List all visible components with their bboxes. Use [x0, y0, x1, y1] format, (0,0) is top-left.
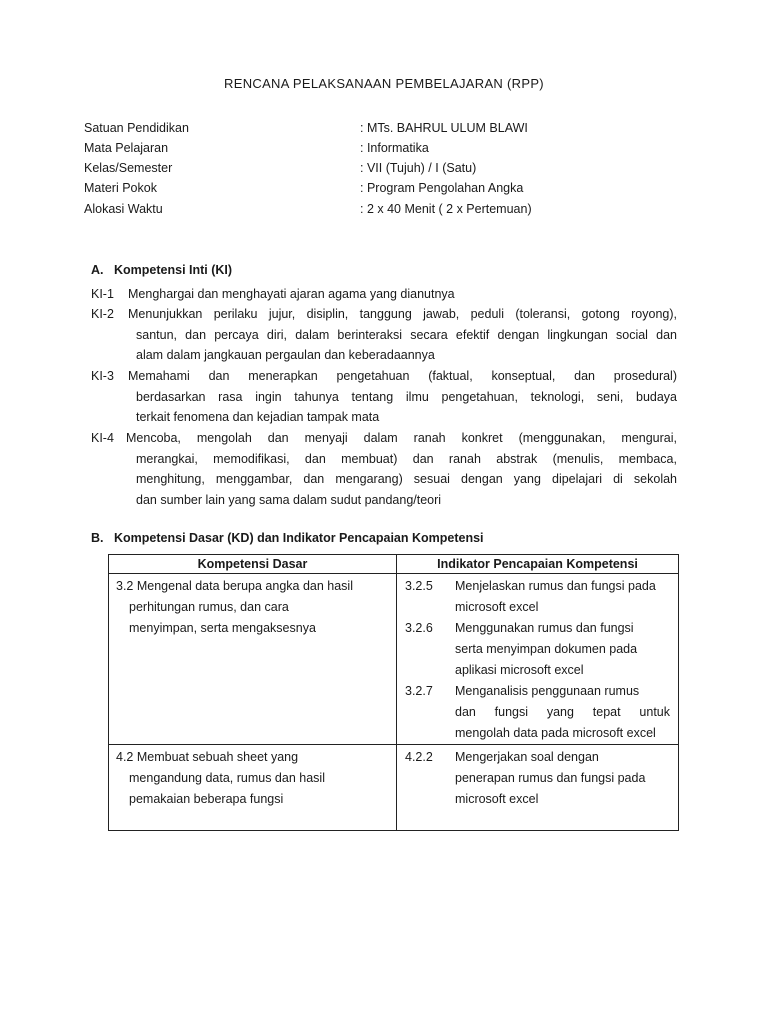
ki-item-4 — [91, 428, 677, 510]
indicator-line: mengolah data pada microsoft excel — [455, 726, 656, 740]
section-letter: A. — [91, 263, 104, 277]
kd-line: menyimpan, serta mengaksesnya — [129, 621, 316, 635]
indicator-line: Menjelaskan rumus dan fungsi pada — [455, 579, 656, 593]
indicator-cell — [397, 574, 679, 745]
ki-item-3 — [91, 366, 677, 428]
ki-text-line: dan sumber lain yang sama dalam sudut pandang/teori — [136, 492, 442, 507]
indicator-number: 3.2.6 — [405, 621, 433, 635]
kd-line: pemakaian beberapa fungsi — [129, 792, 284, 806]
ki-text-line — [91, 304, 677, 325]
ki-code: KI-3 — [91, 369, 114, 383]
indicator-cell — [397, 745, 679, 831]
identity-label: Alokasi Waktu — [84, 202, 163, 216]
indicator-line: serta menyimpan dokumen pada — [455, 642, 638, 656]
indicator-number: 3.2.7 — [405, 684, 433, 698]
identity-label: Kelas/Semester — [84, 161, 173, 175]
kd-line: perhitungan rumus, dan cara — [129, 600, 289, 614]
ki-text-line — [91, 366, 677, 387]
indicator-line: Menggunakan rumus dan fungsi — [455, 621, 634, 635]
indicator-number: 3.2.5 — [405, 579, 433, 593]
identity-value: : Program Pengolahan Angka — [360, 181, 524, 195]
column-header-indikator: Indikator Pencapaian Kompetensi — [397, 555, 679, 574]
kd-cell — [109, 745, 397, 831]
document-title: RENCANA PELAKSANAAN PEMBELAJARAN (RPP) — [224, 76, 544, 91]
identity-value: : MTs. BAHRUL ULUM BLAWI — [360, 121, 528, 135]
kd-cell — [109, 574, 397, 745]
ki-text-line: Menghargai dan menghayati ajaran agama yang dianutnya — [128, 287, 455, 301]
indicator-item — [397, 576, 678, 618]
ki-line-text: Mencoba, mengolah dan menyaji dalam ranah konkret (menggunakan, mengurai, — [126, 431, 677, 445]
indicator-line: microsoft excel — [455, 600, 539, 614]
ki-text-line — [91, 428, 677, 449]
indicator-item — [397, 747, 678, 810]
indicator-line: microsoft excel — [455, 792, 539, 806]
identity-value: : Informatika — [360, 141, 429, 155]
ki-item-1 — [91, 284, 677, 305]
indicator-item — [397, 618, 678, 681]
ki-text-line: menghitung, menggambar, dan mengarang) sesuai dengan yang dipelajari di sekolah — [136, 472, 677, 487]
indicator-line: Menganalisis penggunaan rumus — [455, 684, 640, 698]
ki-text-line: terkait fenomena dan kejadian tampak mata — [136, 410, 380, 425]
kd-indicator-table — [108, 554, 679, 831]
ki-line-text: Menunjukkan perilaku jujur, disiplin, tanggung jawab, peduli (toleransi, gotong royong), — [128, 307, 677, 321]
indicator-line: dan fungsi yang tepat untuk — [455, 705, 670, 719]
indicator-line: aplikasi microsoft excel — [455, 663, 584, 677]
table-row — [109, 745, 679, 831]
indicator-number: 4.2.2 — [405, 750, 433, 764]
ki-text-line: merangkai, memodifikasi, dan membuat) dan ranah abstrak (menulis, membaca, — [136, 451, 677, 466]
table-row — [109, 574, 679, 745]
ki-text-line: alam dalam jangkauan pergaulan dan keberadaannya — [136, 348, 435, 363]
section-a-heading — [91, 263, 232, 277]
identity-value: : 2 x 40 Menit ( 2 x Pertemuan) — [360, 202, 532, 216]
section-b-heading — [91, 531, 484, 545]
ki-text-line: berdasarkan rasa ingin tahunya tentang ilmu pengetahuan, teknologi, seni, budaya — [136, 389, 677, 404]
kd-line: mengandung data, rumus dan hasil — [129, 771, 325, 785]
indicator-line: Mengerjakan soal dengan — [455, 750, 599, 764]
identity-label: Materi Pokok — [84, 181, 157, 195]
kd-line: 4.2 Membuat sebuah sheet yang — [116, 750, 299, 764]
identity-label: Satuan Pendidikan — [84, 121, 189, 135]
ki-item-2 — [91, 304, 677, 366]
section-title: Kompetensi Dasar (KD) dan Indikator Pencapaian Kompetensi — [114, 531, 484, 545]
ki-text-line: santun, dan percaya diri, dalam berinteraksi secara efektif dengan lingkungan social dan — [136, 327, 677, 342]
ki-code: KI-2 — [91, 307, 114, 321]
kd-line: 3.2 Mengenal data berupa angka dan hasil — [116, 579, 353, 593]
indicator-line: penerapan rumus dan fungsi pada — [455, 771, 646, 785]
ki-code: KI-1 — [91, 287, 114, 301]
section-letter: B. — [91, 531, 104, 545]
column-header-kompetensi-dasar: Kompetensi Dasar — [109, 555, 397, 574]
section-title: Kompetensi Inti (KI) — [114, 263, 233, 277]
table-header-row — [109, 555, 679, 574]
identity-value: : VII (Tujuh) / I (Satu) — [360, 161, 477, 175]
indicator-item — [397, 681, 678, 744]
identity-label: Mata Pelajaran — [84, 141, 169, 155]
ki-code: KI-4 — [91, 431, 114, 445]
ki-line-text: Memahami dan menerapkan pengetahuan (faktual, konseptual, dan prosedural) — [128, 369, 677, 383]
